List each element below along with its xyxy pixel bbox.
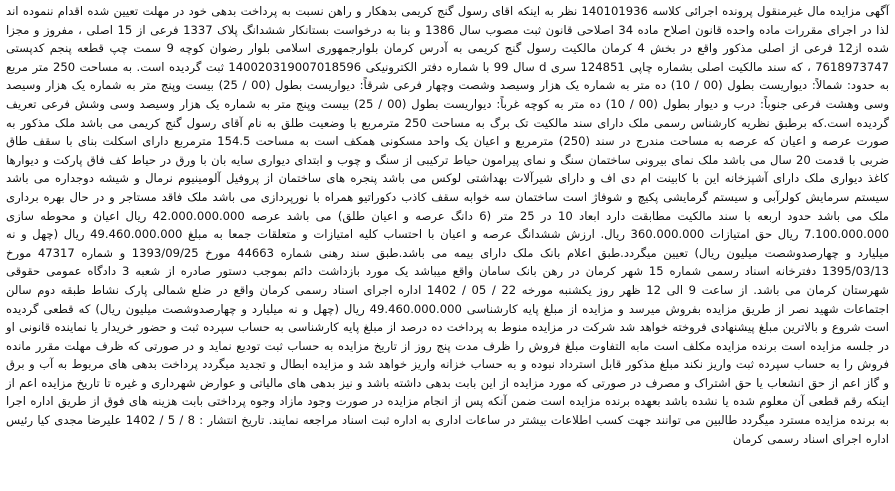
auction-notice-text: آگهی مزایده مال غیرمنقول پرونده اجرائی کلاسه 140101936 نظر به اینکه اقای رسول گنج کریمی بدهکار و راهن نسبت به پرداخت بدهی خود در مهلت تعیین شده اقدام ننموده اند لذا در اجرای مقررات ماده واحده قانون اصلاح ماده 34 اصلاحی قانون ثبت مصوب سال 1386 و بنا به درخواست بستانکار ششدانگ پلاک 1337 فرعی از 15 اصلی ، مفروز و مجزا شده از12 فرعی از اصلی مذکور واقع در بخش 4 کرمان مالکیت رسول گنج کریمی به آدرس کرمان بلوارجمهوری اسلامی بلوار رضوان کوچه 9 سمت چپ قطعه پنجم کدپستی 7618973747 ، که سند مالکیت اصلی بشماره چاپی 124851 سری d سال 99 با شماره دفتر الکترونیکی 140020319007018596 ثبت گردیده است. به مساحت 250 متر مربع به حدود: شمالاً: دیواریست بطول (00 / 10) ده متر به شماره یک هزار وسیصد وشصت وچهار فرعی شرقاً: دیواریست بطول (00 / 25) بیست وپنج متر به شماره یک هزار وسیصد وسی وهشت فرعی جنوباً: درب و دیوار بطول (00 / 10) ده متر به کوچه غرباً: دیواریست بطول (00 / 25) بیست وپنج متر به شماره یک هزار وسیصد وسی وشش فرعی تعریف گردیده است.که برطبق نظریه کارشناس رسمی ملک دارای سند مالکیت تک برگ به مساحت 250 مترمربع با وضعیت طلق به نام آقای رسول گنج کریمی می باشد ملک مذکور به صورت عرصه و اعیان که عرصه به مساحت مندرج در سند (250) مترمربع و اعیان یک واحد مسکونی همکف است به مساحت 154.5 مترمربع دارای اسکلت بنای با سقف طاق ضربی با قدمت 20 سال می باشد ملک نمای بیرونی ساختمان سنگ و نمای پیرامون حیاط ترکیبی از سنگ و چوب و ابتدای دیواری سایه بان با ورق در حیاط کف فاق پارکت و دیوارها کاغذ دیواری ملک دارای آشپزخانه این با کابینت ام دی اف و دارای شیرآلات بهداشتی لوکس می باشد پنجره های ساختمان از پروفیل آلومینیوم نرمال و شیشه دوجداره می باشد سیستم سرمایش کولرآبی و سیستم گرمایشی پکیچ و شوفاژ است ساختمان سه خوابه سقف کاذب دکوراتیو همراه با نورپردازی می باشد ملک فاقد مستاجر و در حال بهره برداری ملک می باشد حدود اربعه با سند مالکیت مطابقت دارد ابعاد 10 در 25 متر (6 دانگ عرصه و اعیان طلق) می باشد عرصه 42.000.000.000 ریال اعیان و محوطه سازی 7.100.000.000 ریال حق امتیازات 360.000.000 ریال. ارزش ششدانگ عرصه و اعیان با احتساب کلیه امتیازات و متعلقات جمعا به مبلغ 49.460.000.000 ریال (چهل و نه میلیارد و چهارصدوشصت میلیون ریال) تعیین میگردد.طبق اعلام بانک ملک دارای بیمه می باشد.طبق سند رهنی شماره 44663 مورخ 1393/09/25 و شماره 47317 مورخ 1395/03/13 دفترخانه اسناد رسمی شماره 15 شهر کرمان در رهن بانک سامان واقع میباشد یک مورد بازداشت دائم بموجب دستور صادره از شعبه 3 دادگاه عمومی حقوقی شهرستان کرمان می باشد. از ساعت 9 الی 12 ظهر روز یکشنبه مورخه 22 / 05 / 1402 اداره اجرای اسناد رسمی کرمان واقع در ضلع شمالی پارک نشاط طبقه دوم سالن اجتماعات شهید نصر از طریق مزایده بفروش میرسد و مزایده از مبلغ پایه کارشناسی 49.460.000.000 ریال (چهل و نه میلیارد و چهارصدوشصت میلیون ریال) که قطعی گردیده است شروع و بالاترین مبلغ پیشنهادی فروخته خواهد شد شرکت در مزایده منوط به پرداخت ده درصد از مبلغ پایه کارشناسی به حساب سپرده ثبت و حضور خریدار یا نماینده قانونی او در جلسه مزایده است برنده مزایده مکلف است مابه التفاوت مبلغ فروش را ظرف مدت پنج روز از تاریخ مزایده به حساب ثبت تودیع نماید و در صورتی که ظرف مهلت مقرر مانده فروش را به حساب سپرده ثبت واریز نکند مبلغ مذکور قابل استرداد نبوده و به حساب خزانه واریز خواهد شد و مزایده ابطال و تجدید میگردد پرداخت بدهی های مربوط به آب و برق و گاز اعم از حق انشعاب یا حق اشتراک و مصرف در صورتی که مورد مزایده از این بابت بدهی داشته باشد و نیز بدهی های مالیاتی و عوارض شهرداری و غیره تا تاریخ مزایده اعم از اینکه رقم قطعی آن معلوم شده یا نشده باشد بعهده برنده مزایده است ضمن آنکه پس از انجام مزایده در صورت وجود مازاد وجوه پرداختی بابت هزینه های فوق از طریق اداره اجرا به برنده مزایده مسترد میگردد طالبین می توانند جهت کسب اطلاعات بیشتر در ساعات اداری به اداره ثبت اسناد مراجعه نمایند. تاریخ انتشار : 8 / 5 / 1402 علیرضا مجدی کیا رئیس اداره اجرای اسناد رسمی کرمان [6, 4, 890, 446]
auction-notice [6, 2, 889, 489]
